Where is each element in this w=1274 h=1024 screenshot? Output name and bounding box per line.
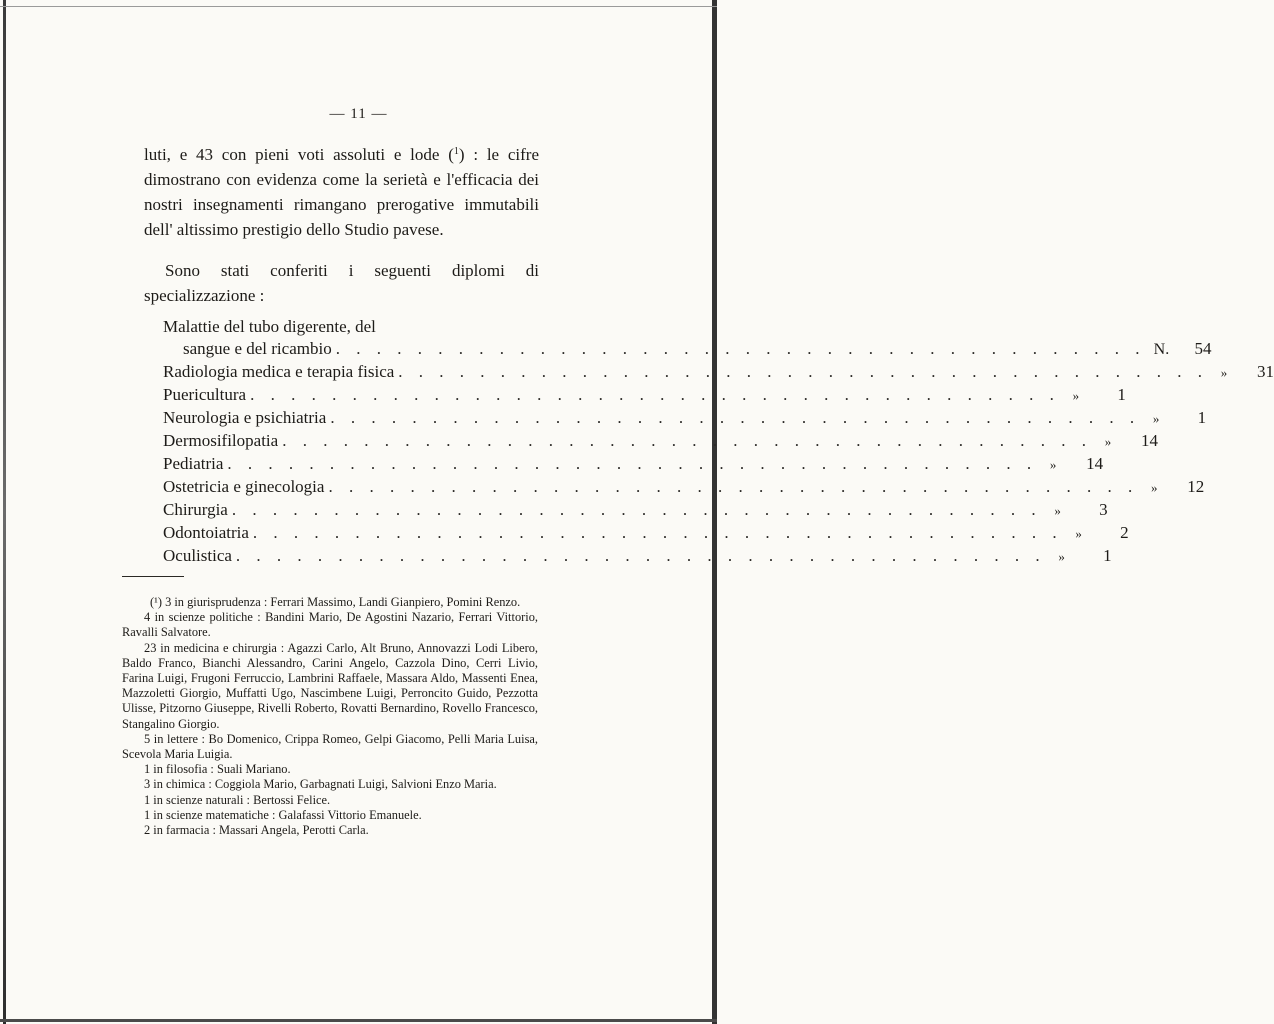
specialization-row xyxy=(163,545,1112,568)
footnote-ref: 1 xyxy=(453,146,459,157)
paragraph-1-text-a: luti, e 43 con pieni voti assoluti e lode ( xyxy=(144,145,454,164)
specialization-row xyxy=(163,499,1108,522)
specialization-row xyxy=(163,361,1274,384)
leader-dots: . . . . . . . . . . . . . . . . . . . . . . . . . . . . . . . . . . . . . . . . xyxy=(231,500,1042,519)
specialization-count: 1 xyxy=(1117,385,1126,404)
footnote: 1 in scienze naturali : Bertossi Felice. xyxy=(144,792,331,807)
specialization-name: Malattie del tubo digerente, del xyxy=(163,317,376,336)
leader-dots: . . . . . . . . . . . . . . . . . . . . . . . . . . . . . . . . . . . . . . . . xyxy=(282,431,1092,450)
page-edge-bottom xyxy=(0,1019,717,1022)
specialization-name: Puericultura xyxy=(163,384,250,406)
specialization-name: Chirurgia xyxy=(163,499,232,521)
ditto-mark: » xyxy=(1104,434,1112,449)
specialization-name: Radiologia medica e terapia fisica xyxy=(163,361,398,383)
specialization-name: Neurologia e psichiatria xyxy=(163,407,330,429)
leader-dots: . . . . . . . . . . . . . . . . . . . . . . . . . . . . . . . . . . . . . . . . xyxy=(252,523,1063,542)
specialization-list xyxy=(163,316,1274,568)
paragraph-1-text-b: ) : le cifre dimostrano con evidenza come la serietà e l'efficacia dei nostri insegnamenti rimangano prerogative immutabili dell' altissimo prestigio dello Studio pavese. xyxy=(144,145,539,239)
footnote-rule xyxy=(122,576,184,577)
footnote: 1 in filosofia : Suali Mariano. xyxy=(144,762,291,777)
specialization-count: 3 xyxy=(1099,500,1108,519)
specialization-count: 54 xyxy=(1194,339,1212,358)
footnotes xyxy=(122,595,538,838)
specialization-name: Odontoiatria xyxy=(163,522,253,544)
specialization-row xyxy=(163,407,1207,430)
footnote: 4 in scienze politiche : Bandini Mario, De Agostini Nazario, Ferrari Vittorio, Ravalli Salvatore. xyxy=(122,610,538,640)
leader-dots: . . . . . . . . . . . . . . . . . . . . . . . . . . . . . . . . . . . . . . . . xyxy=(335,339,1146,358)
specialization-name: Ostetricia e ginecologia xyxy=(163,476,328,498)
leader-dots: . . . . . . . . . . . . . . . . . . . . . . . . . . . . . . . . . . . . . . . . xyxy=(235,546,1046,565)
leader-dots: . . . . . . . . . . . . . . . . . . . . . . . . . . . . . . . . . . . . . . . . xyxy=(328,477,1139,496)
ditto-mark: » xyxy=(1075,526,1082,541)
specialization-row xyxy=(163,430,1158,453)
page-edge-top xyxy=(0,6,717,7)
footnote: 23 in medicina e chirurgia : Agazzi Carlo, Alt Bruno, Annovazzi Lodi Libero, Baldo Franco, Bianchi Alessandro, Carini Angelo, Cazzola Dino, Cerri Livio, Farina Luigi, Frugoni Ferruccio, Lambrini Raffaele, Massara Aldo, Massenti Enea, Mazzoletti Giorgio, Muffatti Ugo, Nascimbene Luigi, Perroncito Guido, Pezzotta Ulisse, Pitzorno Giuseppe, Rivelli Roberto, Rovatti Bernardino, Rovello Francesco, Stangalino Giorgio. xyxy=(122,640,538,731)
ditto-mark: » xyxy=(1058,549,1065,564)
specialization-name: Pediatria xyxy=(163,453,227,475)
footnote: 2 in farmacia : Massari Angela, Perotti Carla. xyxy=(144,823,369,838)
specialization-row xyxy=(163,384,1126,407)
specialization-count: 1 xyxy=(1197,408,1207,427)
leader-dots: . . . . . . . . . . . . . . . . . . . . . . . . . . . . . . . . . . . . . . . . xyxy=(330,408,1141,427)
specialization-count: 12 xyxy=(1187,477,1205,496)
page-number: — 11 — xyxy=(329,106,388,122)
leader-dots: . . . . . . . . . . . . . . . . . . . . . . . . . . . . . . . . . . . . . . . . xyxy=(398,362,1209,381)
specialization-row xyxy=(163,316,1212,361)
specialization-count: 1 xyxy=(1103,546,1112,565)
number-mark: N. xyxy=(1153,341,1170,358)
paragraph-2: Sono stati conferiti i seguenti diplomi di specializzazione : xyxy=(144,261,539,305)
specialization-row xyxy=(163,522,1129,545)
paragraph-1 xyxy=(144,139,539,242)
leader-dots: . . . . . . . . . . . . . . . . . . . . . . . . . . . . . . . . . . . . . . . . xyxy=(250,385,1060,404)
specialization-count: 2 xyxy=(1120,523,1129,542)
ditto-mark: » xyxy=(1049,457,1057,472)
specialization-count: 14 xyxy=(1086,454,1104,473)
ditto-mark: » xyxy=(1072,388,1080,403)
specialization-count: 14 xyxy=(1140,431,1158,450)
footnote: 5 in lettere : Bo Domenico, Crippa Romeo, Gelpi Giacomo, Pelli Maria Luisa, Scevola Maria Luigia. xyxy=(122,731,538,762)
ditto-mark: » xyxy=(1152,411,1160,426)
ditto-mark: » xyxy=(1054,503,1061,518)
specialization-name: Dermosifilopatia xyxy=(163,430,282,452)
footnote: 3 in chimica : Coggiola Mario, Garbagnati Luigi, Salvioni Enzo Maria. xyxy=(144,777,497,792)
page-edge-left xyxy=(3,0,6,1024)
footnote: 1 in scienze matematiche : Galafassi Vittorio Emanuele. xyxy=(144,807,422,822)
leader-dots: . . . . . . . . . . . . . . . . . . . . . . . . . . . . . . . . . . . . . . . . xyxy=(227,454,1038,473)
ditto-mark: » xyxy=(1220,365,1228,380)
ditto-mark: » xyxy=(1150,480,1158,495)
specialization-row xyxy=(163,476,1205,499)
footnote: (¹) 3 in giurisprudenza : Ferrari Massimo, Landi Gianpiero, Pomini Renzo. xyxy=(150,595,521,609)
specialization-row xyxy=(163,453,1104,476)
specialization-name: Oculistica xyxy=(163,545,236,567)
specialization-count: 31 xyxy=(1257,362,1274,381)
specialization-name-cont: sangue e del ricambio xyxy=(183,338,336,360)
